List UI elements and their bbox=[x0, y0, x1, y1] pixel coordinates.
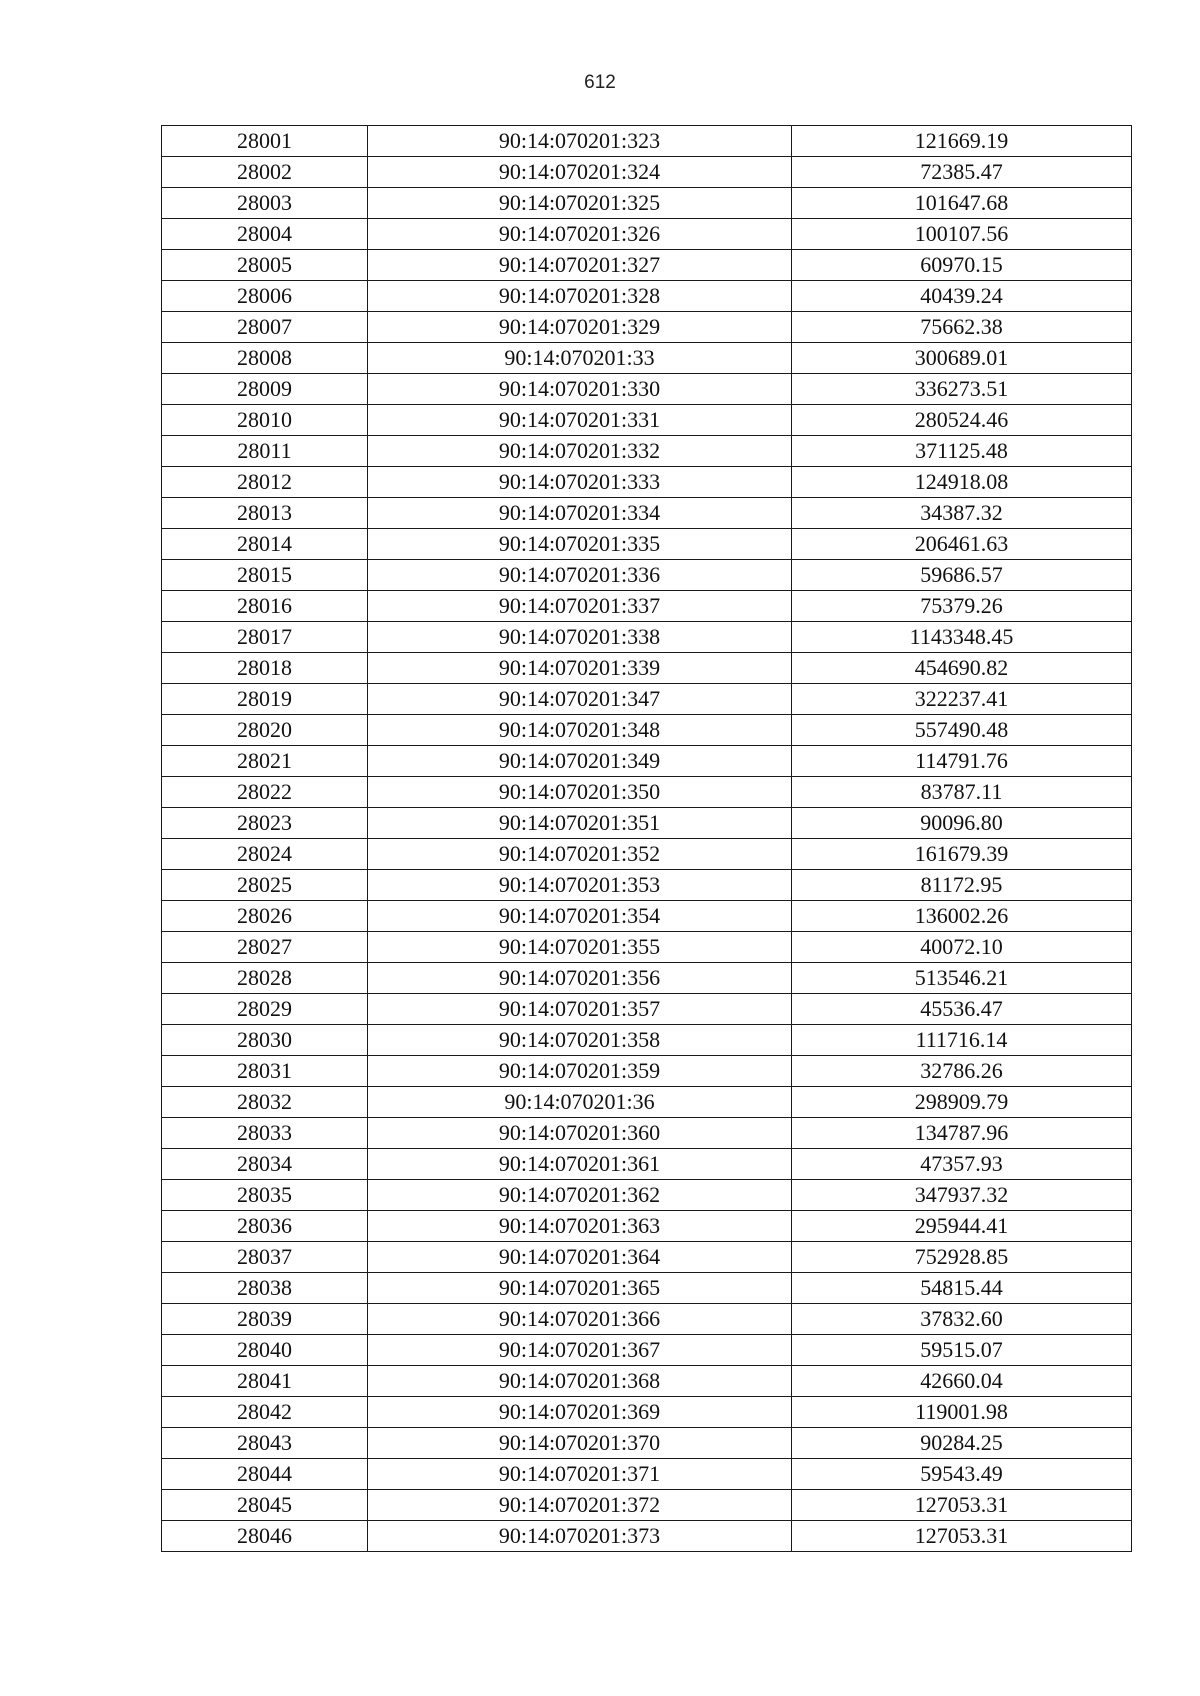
cadastral-number-cell: 90:14:070201:349 bbox=[368, 746, 792, 777]
value-cell: 72385.47 bbox=[792, 157, 1132, 188]
value-cell: 134787.96 bbox=[792, 1118, 1132, 1149]
cadastral-number-cell: 90:14:070201:324 bbox=[368, 157, 792, 188]
cadastral-number-cell: 90:14:070201:370 bbox=[368, 1428, 792, 1459]
cadastral-number-cell: 90:14:070201:360 bbox=[368, 1118, 792, 1149]
table-row bbox=[162, 1025, 1132, 1056]
table-row bbox=[162, 405, 1132, 436]
cadastral-number-cell: 90:14:070201:327 bbox=[368, 250, 792, 281]
row-number-cell: 28027 bbox=[162, 932, 368, 963]
cadastral-number-cell: 90:14:070201:357 bbox=[368, 994, 792, 1025]
table-row bbox=[162, 498, 1132, 529]
value-cell: 280524.46 bbox=[792, 405, 1132, 436]
table-row bbox=[162, 374, 1132, 405]
value-cell: 752928.85 bbox=[792, 1242, 1132, 1273]
table-row bbox=[162, 250, 1132, 281]
table-row bbox=[162, 715, 1132, 746]
cadastral-number-cell: 90:14:070201:325 bbox=[368, 188, 792, 219]
cadastral-number-cell: 90:14:070201:326 bbox=[368, 219, 792, 250]
table-row bbox=[162, 1118, 1132, 1149]
cadastral-number-cell: 90:14:070201:330 bbox=[368, 374, 792, 405]
cadastral-number-cell: 90:14:070201:367 bbox=[368, 1335, 792, 1366]
row-number-cell: 28035 bbox=[162, 1180, 368, 1211]
value-cell: 59515.07 bbox=[792, 1335, 1132, 1366]
table-row bbox=[162, 1459, 1132, 1490]
cadastral-number-cell: 90:14:070201:332 bbox=[368, 436, 792, 467]
value-cell: 101647.68 bbox=[792, 188, 1132, 219]
value-cell: 32786.26 bbox=[792, 1056, 1132, 1087]
table-row bbox=[162, 1490, 1132, 1521]
table-row bbox=[162, 1242, 1132, 1273]
table-row bbox=[162, 188, 1132, 219]
table-row bbox=[162, 157, 1132, 188]
row-number-cell: 28017 bbox=[162, 622, 368, 653]
row-number-cell: 28022 bbox=[162, 777, 368, 808]
cadastral-number-cell: 90:14:070201:33 bbox=[368, 343, 792, 374]
table-row bbox=[162, 343, 1132, 374]
cadastral-number-cell: 90:14:070201:366 bbox=[368, 1304, 792, 1335]
cadastral-number-cell: 90:14:070201:347 bbox=[368, 684, 792, 715]
row-number-cell: 28015 bbox=[162, 560, 368, 591]
value-cell: 40072.10 bbox=[792, 932, 1132, 963]
cadastral-number-cell: 90:14:070201:361 bbox=[368, 1149, 792, 1180]
value-cell: 127053.31 bbox=[792, 1521, 1132, 1552]
cadastral-number-cell: 90:14:070201:338 bbox=[368, 622, 792, 653]
row-number-cell: 28039 bbox=[162, 1304, 368, 1335]
table-row bbox=[162, 1366, 1132, 1397]
value-cell: 54815.44 bbox=[792, 1273, 1132, 1304]
value-cell: 336273.51 bbox=[792, 374, 1132, 405]
row-number-cell: 28004 bbox=[162, 219, 368, 250]
table-row bbox=[162, 777, 1132, 808]
row-number-cell: 28036 bbox=[162, 1211, 368, 1242]
table-row bbox=[162, 994, 1132, 1025]
table-row bbox=[162, 436, 1132, 467]
table-row bbox=[162, 1397, 1132, 1428]
cadastral-number-cell: 90:14:070201:372 bbox=[368, 1490, 792, 1521]
table-row bbox=[162, 870, 1132, 901]
cadastral-number-cell: 90:14:070201:352 bbox=[368, 839, 792, 870]
row-number-cell: 28046 bbox=[162, 1521, 368, 1552]
value-cell: 75662.38 bbox=[792, 312, 1132, 343]
table-row bbox=[162, 1428, 1132, 1459]
cadastral-number-cell: 90:14:070201:353 bbox=[368, 870, 792, 901]
table-row bbox=[162, 839, 1132, 870]
row-number-cell: 28016 bbox=[162, 591, 368, 622]
value-cell: 59543.49 bbox=[792, 1459, 1132, 1490]
table-row bbox=[162, 1056, 1132, 1087]
value-cell: 100107.56 bbox=[792, 219, 1132, 250]
value-cell: 114791.76 bbox=[792, 746, 1132, 777]
table-body bbox=[162, 126, 1132, 1552]
row-number-cell: 28025 bbox=[162, 870, 368, 901]
cadastral-number-cell: 90:14:070201:334 bbox=[368, 498, 792, 529]
value-cell: 322237.41 bbox=[792, 684, 1132, 715]
cadastral-number-cell: 90:14:070201:348 bbox=[368, 715, 792, 746]
value-cell: 47357.93 bbox=[792, 1149, 1132, 1180]
row-number-cell: 28002 bbox=[162, 157, 368, 188]
row-number-cell: 28014 bbox=[162, 529, 368, 560]
value-cell: 557490.48 bbox=[792, 715, 1132, 746]
row-number-cell: 28037 bbox=[162, 1242, 368, 1273]
row-number-cell: 28043 bbox=[162, 1428, 368, 1459]
row-number-cell: 28005 bbox=[162, 250, 368, 281]
value-cell: 300689.01 bbox=[792, 343, 1132, 374]
value-cell: 161679.39 bbox=[792, 839, 1132, 870]
cadastral-number-cell: 90:14:070201:359 bbox=[368, 1056, 792, 1087]
value-cell: 298909.79 bbox=[792, 1087, 1132, 1118]
row-number-cell: 28009 bbox=[162, 374, 368, 405]
table-row bbox=[162, 219, 1132, 250]
table-row bbox=[162, 1211, 1132, 1242]
value-cell: 347937.32 bbox=[792, 1180, 1132, 1211]
cadastral-number-cell: 90:14:070201:356 bbox=[368, 963, 792, 994]
cadastral-number-cell: 90:14:070201:329 bbox=[368, 312, 792, 343]
page-number: 612 bbox=[584, 72, 616, 93]
row-number-cell: 28031 bbox=[162, 1056, 368, 1087]
value-cell: 34387.32 bbox=[792, 498, 1132, 529]
table-row bbox=[162, 1149, 1132, 1180]
cadastral-number-cell: 90:14:070201:362 bbox=[368, 1180, 792, 1211]
row-number-cell: 28038 bbox=[162, 1273, 368, 1304]
value-cell: 40439.24 bbox=[792, 281, 1132, 312]
table-row bbox=[162, 808, 1132, 839]
value-cell: 90284.25 bbox=[792, 1428, 1132, 1459]
value-cell: 75379.26 bbox=[792, 591, 1132, 622]
row-number-cell: 28021 bbox=[162, 746, 368, 777]
value-cell: 119001.98 bbox=[792, 1397, 1132, 1428]
cadastral-number-cell: 90:14:070201:354 bbox=[368, 901, 792, 932]
value-cell: 60970.15 bbox=[792, 250, 1132, 281]
table-row bbox=[162, 1335, 1132, 1366]
table-row bbox=[162, 312, 1132, 343]
table-row bbox=[162, 560, 1132, 591]
table-row bbox=[162, 591, 1132, 622]
row-number-cell: 28028 bbox=[162, 963, 368, 994]
table-row bbox=[162, 1180, 1132, 1211]
table-row bbox=[162, 529, 1132, 560]
table-row bbox=[162, 963, 1132, 994]
row-number-cell: 28029 bbox=[162, 994, 368, 1025]
value-cell: 42660.04 bbox=[792, 1366, 1132, 1397]
cadastral-number-cell: 90:14:070201:337 bbox=[368, 591, 792, 622]
value-cell: 121669.19 bbox=[792, 126, 1132, 157]
cadastral-value-table bbox=[161, 125, 1132, 1552]
row-number-cell: 28026 bbox=[162, 901, 368, 932]
table-row bbox=[162, 1273, 1132, 1304]
row-number-cell: 28018 bbox=[162, 653, 368, 684]
table-row bbox=[162, 622, 1132, 653]
row-number-cell: 28044 bbox=[162, 1459, 368, 1490]
cadastral-number-cell: 90:14:070201:368 bbox=[368, 1366, 792, 1397]
cadastral-number-cell: 90:14:070201:371 bbox=[368, 1459, 792, 1490]
row-number-cell: 28003 bbox=[162, 188, 368, 219]
cadastral-number-cell: 90:14:070201:328 bbox=[368, 281, 792, 312]
value-cell: 111716.14 bbox=[792, 1025, 1132, 1056]
row-number-cell: 28032 bbox=[162, 1087, 368, 1118]
cadastral-number-cell: 90:14:070201:373 bbox=[368, 1521, 792, 1552]
row-number-cell: 28006 bbox=[162, 281, 368, 312]
value-cell: 295944.41 bbox=[792, 1211, 1132, 1242]
row-number-cell: 28020 bbox=[162, 715, 368, 746]
value-cell: 1143348.45 bbox=[792, 622, 1132, 653]
row-number-cell: 28012 bbox=[162, 467, 368, 498]
table-row bbox=[162, 1087, 1132, 1118]
cadastral-number-cell: 90:14:070201:335 bbox=[368, 529, 792, 560]
row-number-cell: 28011 bbox=[162, 436, 368, 467]
cadastral-number-cell: 90:14:070201:369 bbox=[368, 1397, 792, 1428]
row-number-cell: 28024 bbox=[162, 839, 368, 870]
row-number-cell: 28001 bbox=[162, 126, 368, 157]
table-row bbox=[162, 126, 1132, 157]
value-cell: 124918.08 bbox=[792, 467, 1132, 498]
row-number-cell: 28010 bbox=[162, 405, 368, 436]
table-row bbox=[162, 746, 1132, 777]
row-number-cell: 28007 bbox=[162, 312, 368, 343]
row-number-cell: 28033 bbox=[162, 1118, 368, 1149]
table-row bbox=[162, 653, 1132, 684]
cadastral-number-cell: 90:14:070201:323 bbox=[368, 126, 792, 157]
row-number-cell: 28034 bbox=[162, 1149, 368, 1180]
value-cell: 371125.48 bbox=[792, 436, 1132, 467]
value-cell: 90096.80 bbox=[792, 808, 1132, 839]
value-cell: 454690.82 bbox=[792, 653, 1132, 684]
cadastral-number-cell: 90:14:070201:358 bbox=[368, 1025, 792, 1056]
value-cell: 206461.63 bbox=[792, 529, 1132, 560]
value-cell: 81172.95 bbox=[792, 870, 1132, 901]
table-row bbox=[162, 932, 1132, 963]
table-row bbox=[162, 684, 1132, 715]
row-number-cell: 28040 bbox=[162, 1335, 368, 1366]
cadastral-number-cell: 90:14:070201:364 bbox=[368, 1242, 792, 1273]
cadastral-number-cell: 90:14:070201:336 bbox=[368, 560, 792, 591]
value-cell: 136002.26 bbox=[792, 901, 1132, 932]
row-number-cell: 28045 bbox=[162, 1490, 368, 1521]
row-number-cell: 28023 bbox=[162, 808, 368, 839]
cadastral-number-cell: 90:14:070201:355 bbox=[368, 932, 792, 963]
row-number-cell: 28041 bbox=[162, 1366, 368, 1397]
cadastral-number-cell: 90:14:070201:331 bbox=[368, 405, 792, 436]
table-row bbox=[162, 281, 1132, 312]
cadastral-number-cell: 90:14:070201:351 bbox=[368, 808, 792, 839]
row-number-cell: 28008 bbox=[162, 343, 368, 374]
cadastral-number-cell: 90:14:070201:363 bbox=[368, 1211, 792, 1242]
row-number-cell: 28019 bbox=[162, 684, 368, 715]
table-row bbox=[162, 1304, 1132, 1335]
value-cell: 59686.57 bbox=[792, 560, 1132, 591]
table-row bbox=[162, 1521, 1132, 1552]
value-cell: 37832.60 bbox=[792, 1304, 1132, 1335]
cadastral-number-cell: 90:14:070201:339 bbox=[368, 653, 792, 684]
value-cell: 45536.47 bbox=[792, 994, 1132, 1025]
cadastral-number-cell: 90:14:070201:365 bbox=[368, 1273, 792, 1304]
cadastral-number-cell: 90:14:070201:36 bbox=[368, 1087, 792, 1118]
row-number-cell: 28030 bbox=[162, 1025, 368, 1056]
value-cell: 513546.21 bbox=[792, 963, 1132, 994]
table-row bbox=[162, 467, 1132, 498]
row-number-cell: 28013 bbox=[162, 498, 368, 529]
value-cell: 127053.31 bbox=[792, 1490, 1132, 1521]
cadastral-number-cell: 90:14:070201:333 bbox=[368, 467, 792, 498]
row-number-cell: 28042 bbox=[162, 1397, 368, 1428]
cadastral-number-cell: 90:14:070201:350 bbox=[368, 777, 792, 808]
value-cell: 83787.11 bbox=[792, 777, 1132, 808]
table-row bbox=[162, 901, 1132, 932]
